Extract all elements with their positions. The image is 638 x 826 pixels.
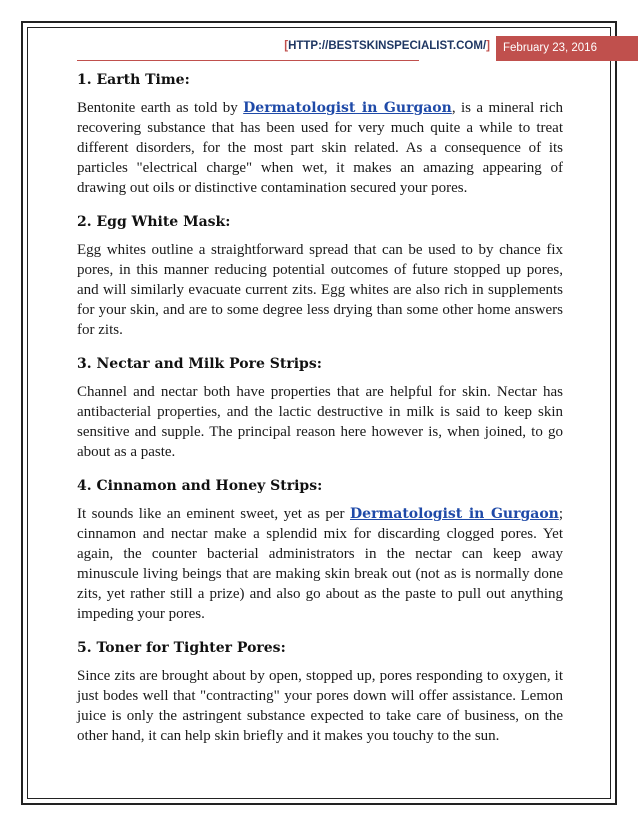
paragraph-text: ; cinnamon and nectar make a splendid mix for discarding clogged pores. Yet again, the counter bacterial administrators in the nectar can keep away minuscule living beings that are making skin break out (not as is normally done zits, yet rather still a prize) and also go about as the paste to pull out anything impeding your pores.	[77, 506, 564, 622]
section-heading: 3. Nectar and Milk Pore Strips:	[77, 356, 322, 372]
paragraph-text: It sounds like an eminent sweet, yet as per	[77, 506, 351, 522]
header-url	[225, 40, 490, 52]
section-paragraph	[77, 98, 563, 198]
document-body	[77, 68, 563, 746]
page-header	[77, 36, 597, 61]
section-nectar-milk	[77, 354, 563, 462]
section-earth-time	[77, 70, 563, 198]
section-paragraph	[77, 504, 563, 624]
paragraph-text: , is a mineral rich recovering substance that has been used for very much quite a while to treat different disorders, for the most part skin related. As a consequence of its particles "electrical charge" when wet, it makes an amazing appearing of drawing out oils or distinctive contamination secured your pores.	[77, 100, 563, 196]
section-toner	[77, 638, 563, 746]
section-egg-white-mask	[77, 212, 563, 340]
section-heading: 4. Cinnamon and Honey Strips:	[77, 478, 323, 494]
dermatologist-link[interactable]: Dermatologist in Gurgaon	[243, 100, 452, 116]
header-url-link[interactable]: HTTP://BESTSKINSPECIALIST.COM/	[288, 40, 487, 52]
section-heading: 2. Egg White Mask:	[77, 214, 231, 230]
section-cinnamon-honey	[77, 476, 563, 624]
section-paragraph: Channel and nectar both have properties that are helpful for skin. Nectar has antibacterial properties, and the lactic destructive in milk is said to keep skin sensitive and supple. The principal reason here however is, when joined, to go about as a paste.	[77, 384, 563, 460]
section-heading: 5. Toner for Tighter Pores:	[77, 640, 286, 656]
paragraph-text: Bentonite earth as told by	[77, 100, 244, 116]
header-date: February 23, 2016	[496, 36, 638, 61]
bracket-open: [	[284, 40, 289, 52]
section-paragraph: Since zits are brought about by open, stopped up, pores responding to oxygen, it just bodes well that "contracting" your pores down will offer assistance. Lemon juice is only the astringent substance expected to take care of business, on the other hand, it can help skin briefly and it makes you touchy to the sun.	[77, 668, 563, 744]
section-paragraph: Egg whites outline a straightforward spread that can be used to by chance fix pores, in this manner reducing potential outcomes of future stopped up pores, and will similarly evacuate current zits. Egg whites are also rich in supplements for your skin, and are to some degree less drying than some other home answers for zits.	[77, 242, 563, 338]
bracket-close: ]	[486, 40, 490, 52]
section-heading: 1. Earth Time:	[77, 72, 190, 88]
header-rule	[77, 60, 419, 61]
dermatologist-link[interactable]: Dermatologist in Gurgaon	[350, 506, 559, 522]
